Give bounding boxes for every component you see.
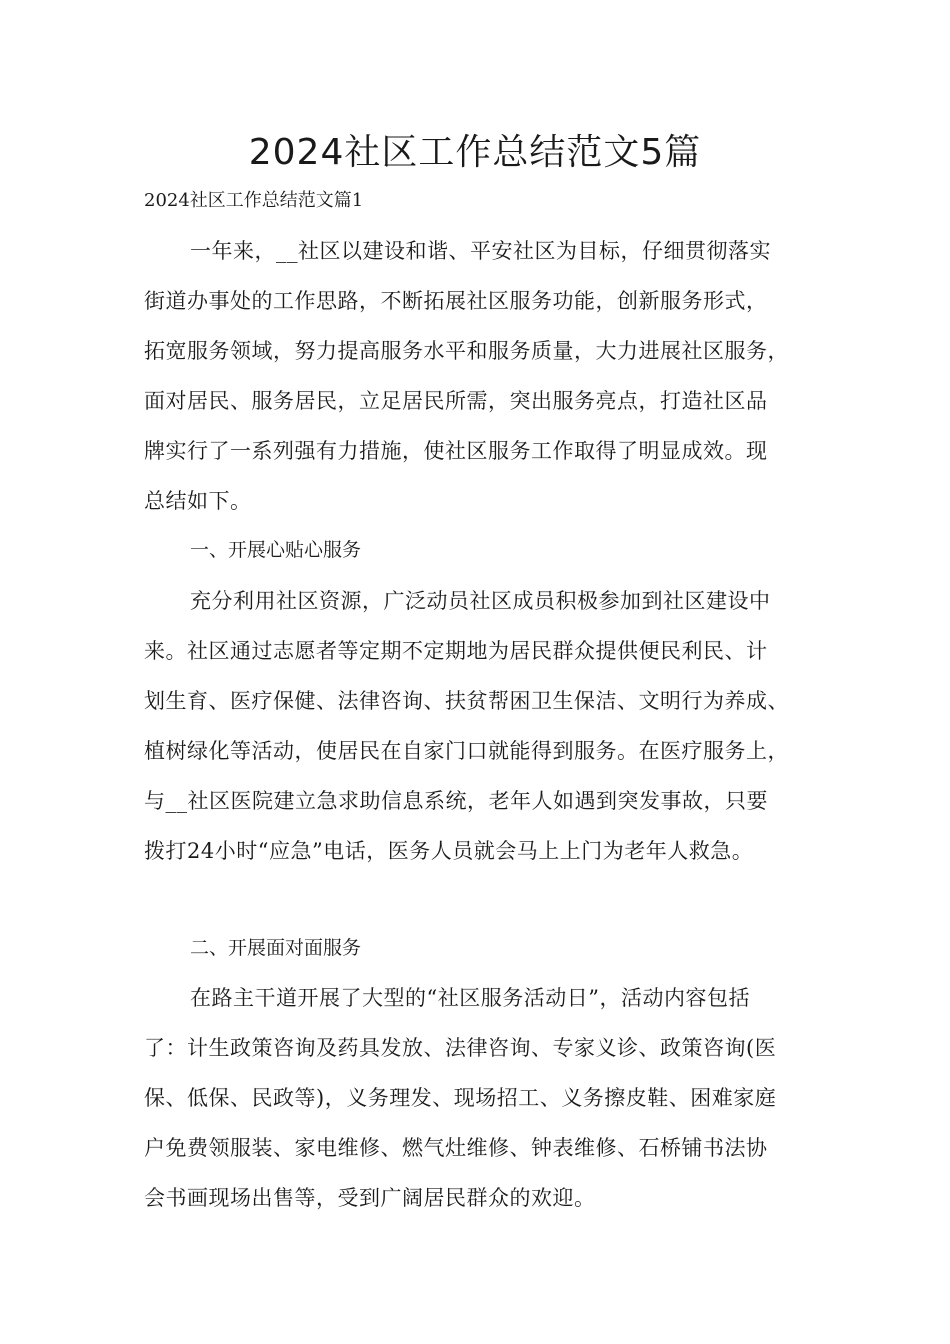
section-1-line: 充分利用社区资源，广泛动员社区成员积极参加到社区建设中 — [190, 589, 771, 613]
intro-line: 拓宽服务领域，努力提高服务水平和服务质量，大力进展社区服务， — [144, 339, 789, 363]
section-1-line: 拨打24小时“应急”电话，医务人员就会马上上门为老年人救急。 — [144, 839, 754, 863]
intro-line: 牌实行了一系列强有力措施，使社区服务工作取得了明显成效。现 — [144, 439, 768, 463]
document-subtitle: 2024社区工作总结范文篇1 — [144, 190, 364, 211]
section-heading-2: 二、开展面对面服务 — [190, 937, 362, 959]
section-2-line: 了：计生政策咨询及药具发放、法律咨询、专家义诊、政策咨询(医 — [144, 1036, 777, 1060]
intro-line: 一年来，__社区以建设和谐、平安社区为目标，仔细贯彻落实 — [190, 239, 771, 263]
section-1-line: 来。社区通过志愿者等定期不定期地为居民群众提供便民利民、计 — [144, 639, 768, 663]
section-2-line: 在路主干道开展了大型的“社区服务活动日”，活动内容包括 — [190, 986, 750, 1010]
intro-line: 总结如下。 — [144, 489, 252, 513]
section-heading-1: 一、开展心贴心服务 — [190, 539, 362, 561]
document-title: 2024社区工作总结范文5篇 — [248, 132, 702, 173]
section-1-line: 植树绿化等活动，使居民在自家门口就能得到服务。在医疗服务上， — [144, 739, 789, 763]
section-2-line: 会书画现场出售等，受到广阔居民群众的欢迎。 — [144, 1186, 596, 1210]
section-1-line: 划生育、医疗保健、法律咨询、扶贫帮困卫生保洁、文明行为养成、 — [144, 689, 789, 713]
section-2-line: 户免费领服装、家电维修、燃气灶维修、钟表维修、石桥铺书法协 — [144, 1136, 768, 1160]
intro-line: 面对居民、服务居民，立足居民所需，突出服务亮点，打造社区品 — [144, 389, 768, 413]
section-1-paragraph — [144, 576, 834, 876]
section-2-paragraph — [144, 973, 834, 1223]
section-1-line: 与__社区医院建立急求助信息系统，老年人如遇到突发事故，只要 — [144, 789, 768, 813]
section-2-line: 保、低保、民政等)，义务理发、现场招工、义务擦皮鞋、困难家庭 — [144, 1086, 777, 1110]
intro-paragraph — [144, 226, 834, 526]
intro-line: 街道办事处的工作思路，不断拓展社区服务功能，创新服务形式， — [144, 289, 768, 313]
